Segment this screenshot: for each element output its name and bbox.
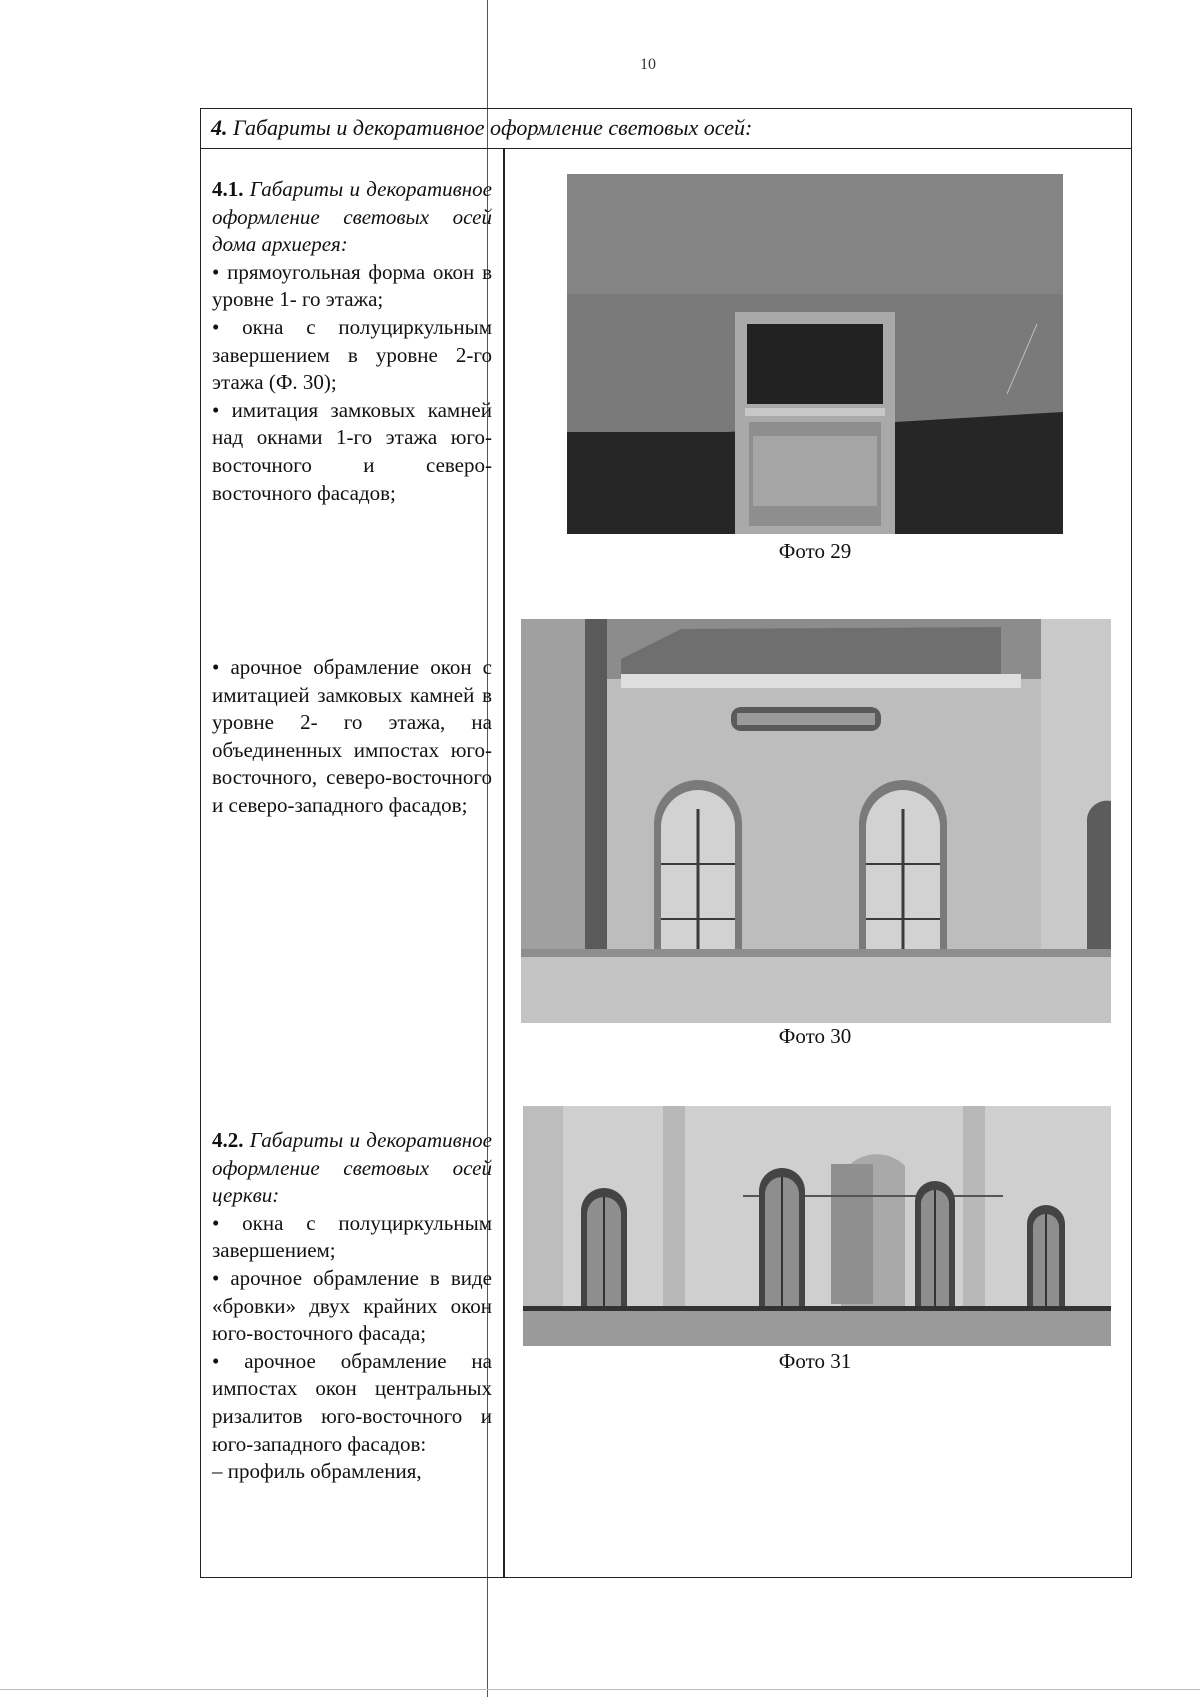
photo-30-image <box>521 619 1111 1023</box>
column-divider <box>503 149 505 1577</box>
block-4-2-title: Габариты и декоративное оформление световых осей церкви: <box>212 1128 492 1208</box>
list-item: • арочное обрамление на импостах окон центральных ризалитов юго-восточного и юго-западного фасадов: <box>212 1348 492 1458</box>
block-4-1 <box>212 176 492 507</box>
photo-31-image <box>523 1106 1111 1346</box>
dash-item: – профиль обрамления, <box>212 1459 422 1484</box>
list-item: • арочное обрамление в виде «бровки» двух крайних окон юго-восточного фасада; <box>212 1265 492 1348</box>
photo-29-image <box>567 174 1063 534</box>
list-item: • имитация замковых камней над окнами 1-го этажа юго-восточного и северо-восточного фасадов; <box>212 397 492 507</box>
photo-31 <box>523 1106 1111 1346</box>
photo-30 <box>521 619 1111 1023</box>
section-number: 4. <box>211 115 228 140</box>
block-4-1-number: 4.1. <box>212 177 244 201</box>
content-table <box>200 108 1132 1578</box>
scan-artifact-horizontal-line <box>0 1689 1200 1690</box>
page-number: 10 <box>640 56 656 73</box>
block-arches <box>212 654 492 820</box>
list-item: • окна с полуциркульным завершением; <box>212 1210 492 1265</box>
photo-29 <box>567 174 1063 534</box>
block-4-1-heading <box>212 176 492 259</box>
list-item: • окна с полуциркульным завершением в уровне 2-го этажа (Ф. 30); <box>212 314 492 397</box>
block-4-2-heading <box>212 1127 492 1210</box>
section-title: Габариты и декоративное оформление световых осей: <box>233 115 753 140</box>
photo-29-caption: Фото 29 <box>778 539 852 563</box>
block-4-1-title: Габариты и декоративное оформление световых осей дома архиерея: <box>212 177 492 257</box>
block-4-2 <box>212 1127 492 1486</box>
section-header <box>211 115 752 141</box>
list-item: • прямоугольная форма окон в уровне 1- го этажа; <box>212 259 492 314</box>
photo-31-caption: Фото 31 <box>778 1349 852 1373</box>
block-4-2-number: 4.2. <box>212 1128 244 1152</box>
list-item: • арочное обрамление окон с имитацией замковых камней в уровне 2- го этажа, на объединенных импостах юго-восточного, северо-восточного и северо-западного фасадов; <box>212 654 492 820</box>
photo-30-caption: Фото 30 <box>778 1024 852 1048</box>
section-header-row <box>201 109 1131 149</box>
